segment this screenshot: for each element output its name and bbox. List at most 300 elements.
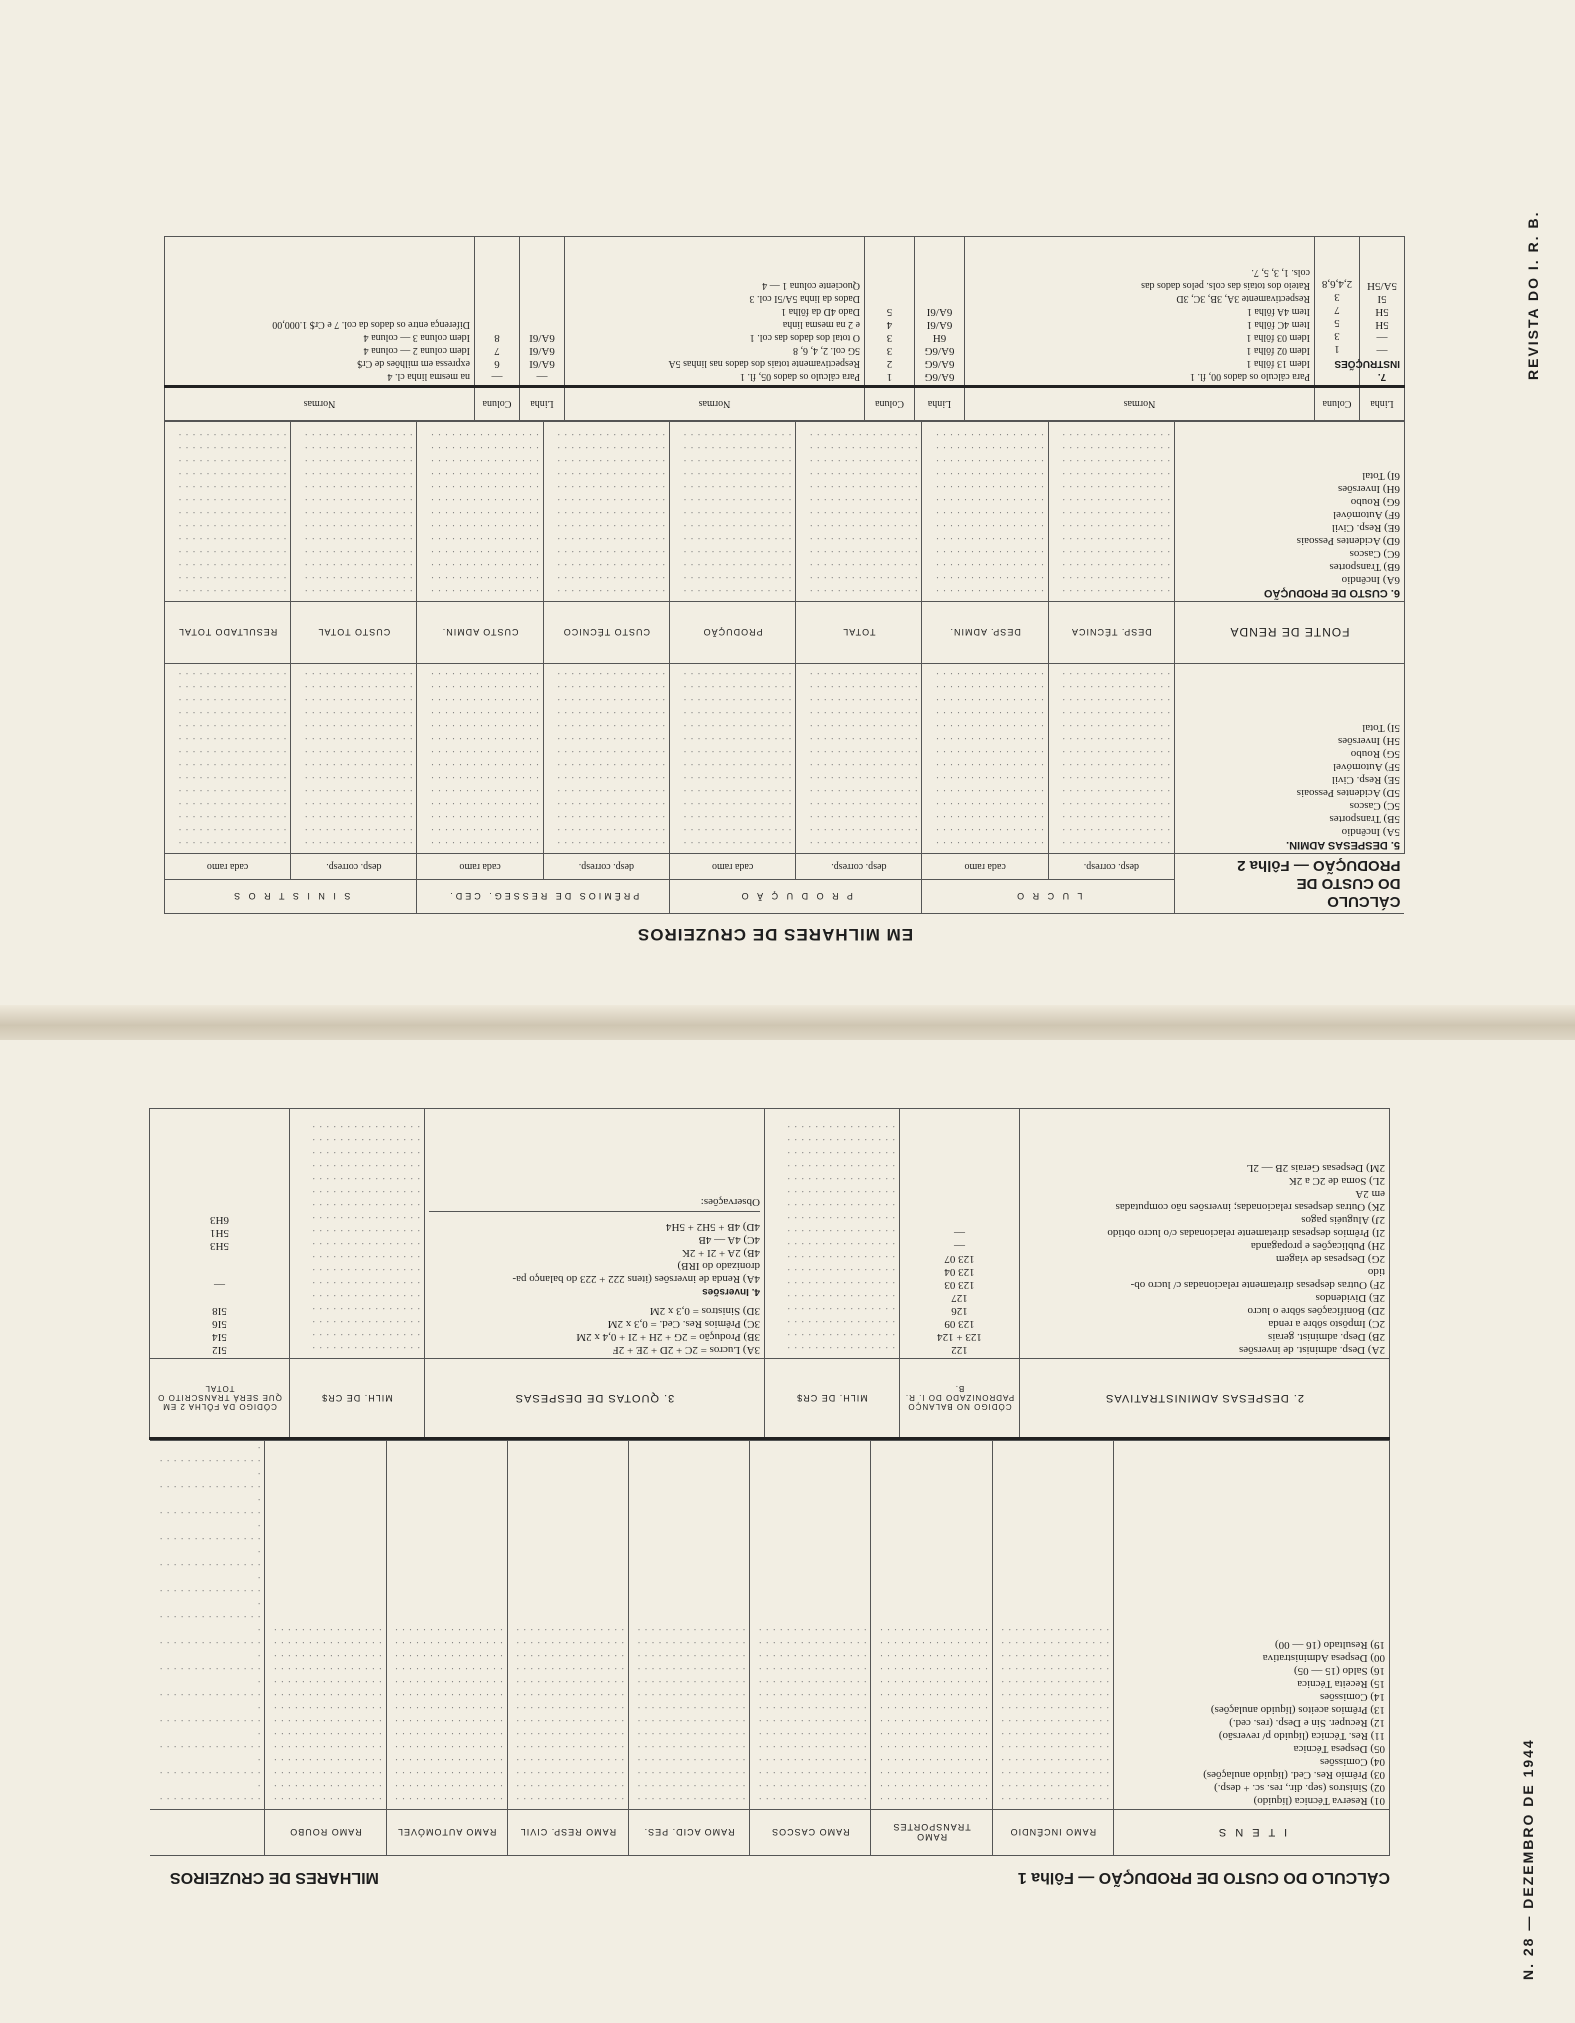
- dotted-leader: . . . . . . . . . . . . . . . .: [879, 1652, 988, 1663]
- dotted-leader: . . . . . . . . . . . . . . . .: [935, 839, 1044, 850]
- dotted-leader: . . . . . . . . . . . . . . . .: [556, 470, 665, 481]
- sheet-2-title-line-1: CÁLCULO: [1327, 893, 1401, 910]
- instr-col-normas: Normas: [965, 387, 1315, 421]
- instr-value: 5A/5H: [1367, 280, 1397, 292]
- subcol-cada-ramo: cada ramo: [164, 854, 290, 880]
- section-7-title: 7. INSTRUÇÕES: [1334, 358, 1400, 382]
- dotted-leader: . . . . . . . . . . . . . . . .: [177, 839, 287, 850]
- empty-entry-cell: [765, 1109, 900, 1359]
- dotted-leader: . . . . . . . . . . . . . . . .: [935, 431, 1044, 442]
- dotted-leader: . . . . . . . . . . . . . . . .: [786, 1305, 895, 1316]
- dotted-leader: . . . . . . . . . . . . . . . .: [682, 800, 792, 811]
- col-desp-tecnica: DESP. TÉCNICA: [1048, 602, 1174, 664]
- dotted-leader: . . . . . . . . . . . . . . . .: [879, 1730, 988, 1741]
- dotted-leader: . . . . . . . . . . . . . . . .: [394, 1665, 503, 1676]
- dotted-leader: . . . . . . . . . . . . . . . .: [636, 1730, 746, 1741]
- empty-entry-cell: [291, 664, 417, 854]
- dotted-leader: . . . . . . . . . . . . . . . .: [430, 709, 539, 720]
- dotted-leader: . . . . . . . . . . . . . . . .: [430, 470, 539, 481]
- dotted-leader: . . . . . . . . . . . . . . . .: [1061, 683, 1170, 694]
- dotted-leader: . . . . . . . . . . . . . . . .: [879, 1639, 988, 1650]
- dotted-leader: . . . . . . . . . . . . . . . .: [177, 774, 287, 785]
- col-ramo-resp-civil: RAMO RESP. CIVIL: [507, 1810, 628, 1856]
- dotted-leader: . . . . . . . . . . . . . . . .: [636, 1782, 746, 1793]
- dotted-leader: . . . . . . . . . . . . . . . .: [273, 1626, 382, 1637]
- dotted-leader: . . . . . . . . . . . . . . . .: [177, 735, 287, 746]
- dotted-leader: . . . . . . . . . . . . . . . .: [682, 787, 792, 798]
- empty-entry-cell: [290, 1109, 425, 1359]
- instr-col-linha: Linha: [915, 387, 965, 421]
- dotted-leader: . . . . . . . . . . . . . . . .: [1000, 1704, 1109, 1715]
- list-item: 5G) Roubo: [1350, 748, 1400, 760]
- dotted-leader: . . . . . . . . . . . . . . . .: [682, 522, 792, 533]
- dotted-leader: . . . . . . . . . . . . . . . .: [682, 774, 792, 785]
- instr-norm: Diferença entre os dados da col. 7 e Cr$ 1.000,00: [272, 319, 470, 330]
- list-item: 6A) Incêndio: [1341, 574, 1400, 586]
- dotted-leader: . . . . . . . . . . . . . . . .: [935, 444, 1044, 455]
- dotted-leader: . . . . . . . . . . . . . . . .: [311, 1253, 420, 1264]
- empty-entry-cell: [507, 1441, 628, 1810]
- dotted-leader: . . . . . . . . . . . . . . . .: [636, 1678, 746, 1689]
- instr-value: 1: [886, 371, 893, 383]
- dotted-leader: . . . . . . . . . . . . . . . .: [394, 1795, 503, 1806]
- dotted-leader: . . . . . . . . . . . . . . . .: [177, 509, 287, 520]
- instr-2-coluna: [865, 237, 915, 387]
- dotted-leader: . . . . . . . . . . . . . . . .: [556, 722, 665, 733]
- col-custo-admin: CUSTO ADMIN.: [417, 602, 543, 664]
- list-item: 03) Prêmio Res. Ced. (líquido anulações): [1203, 1769, 1385, 1781]
- dotted-leader: . . . . . . . . . . . . . . . .: [786, 1149, 895, 1160]
- list-item: 4A) Renda de inversões (itens 222 + 223 do balanço pa-: [512, 1273, 760, 1285]
- empty-entry-cell: [164, 664, 290, 854]
- instr-value: 3: [1334, 330, 1340, 342]
- dotted-leader: . . . . . . . . . . . . . . . .: [1061, 457, 1170, 468]
- dotted-leader: . . . . . . . . . . . . . . . .: [935, 483, 1044, 494]
- dotted-leader: . . . . . . . . . . . . . . . .: [311, 1214, 420, 1225]
- empty-entry-cell: [629, 1441, 750, 1810]
- dotted-leader: . . . . . . . . . . . . . . . .: [879, 1743, 988, 1754]
- list-item: 05) Despesa Técnica: [1293, 1743, 1385, 1755]
- dotted-leader: . . . . . . . . . . . . . . . .: [177, 431, 287, 442]
- dotted-leader: . . . . . . . . . . . . . . . .: [636, 1795, 746, 1806]
- dotted-leader: . . . . . . . . . . . . . . . .: [809, 787, 918, 798]
- list-item: 2J) Aluguéis pagos: [1301, 1214, 1385, 1226]
- dotted-leader: . . . . . . . . . . . . . . . .: [177, 826, 287, 837]
- dotted-leader: . . . . . . . . . . . . . . . .: [273, 1704, 382, 1715]
- empty-entry-cell: [669, 664, 795, 854]
- dotted-leader: . . . . . . . . . . . . . . . .: [1061, 709, 1170, 720]
- dotted-leader: . . . . . . . . . . . . . . . .: [311, 1344, 420, 1355]
- empty-entry-cell: [150, 1441, 265, 1810]
- dotted-leader: . . . . . . . . . . . . . . . .: [430, 522, 539, 533]
- list-item: 6H) Inversões: [1337, 483, 1400, 495]
- col-total: TOTAL: [796, 602, 922, 664]
- dotted-leader: . . . . . . . . . . . . . . . .: [1000, 1743, 1109, 1754]
- dotted-leader: . . . . . . . . . . . . . . . .: [311, 1318, 420, 1329]
- dotted-leader: . . . . . . . . . . . . . . . .: [935, 561, 1044, 572]
- dotted-leader: . . . . . . . . . . . . . . . .: [879, 1626, 988, 1637]
- dotted-leader: . . . . . . . . . . . . . . . .: [809, 509, 918, 520]
- dotted-leader: . . . . . . . . . . . . . . . .: [515, 1795, 625, 1806]
- dotted-leader: . . . . . . . . . . . . . . . .: [556, 670, 665, 681]
- dotted-leader: . . . . . . . . . . . . . . . .: [394, 1743, 503, 1754]
- list-item: em 2A: [1355, 1188, 1385, 1200]
- sheet-1-heading: [150, 1868, 1390, 1886]
- sheet-1: [150, 1123, 1390, 1890]
- list-item: 19) Resultado (16 — 00): [1275, 1639, 1385, 1651]
- dotted-leader: . . . . . . . . . . . . . . . .: [303, 813, 413, 824]
- dotted-leader: . . . . . . . . . . . . . . . .: [758, 1691, 867, 1702]
- dotted-leader: . . . . . . . . . . . . . . . .: [1061, 561, 1170, 572]
- sheet-2-title-line-2: DO CUSTO DE: [1296, 875, 1401, 892]
- dotted-leader: . . . . . . . . . . . . . . . .: [311, 1305, 420, 1316]
- dotted-leader: . . . . . . . . . . . . . . . .: [1000, 1665, 1109, 1676]
- dotted-leader: . . . . . . . . . . . . . . . .: [636, 1756, 746, 1767]
- list-item: 5C) Cascos: [1349, 800, 1400, 812]
- dotted-leader: . . . . . . . . . . . . . . . .: [158, 1470, 261, 1494]
- dotted-leader: . . . . . . . . . . . . . . . .: [311, 1279, 420, 1290]
- subcol-cada-ramo: cada ramo: [669, 854, 795, 880]
- dotted-leader: . . . . . . . . . . . . . . . .: [158, 1496, 261, 1520]
- dotted-leader: . . . . . . . . . . . . . . . .: [682, 535, 792, 546]
- code-value: 126: [951, 1305, 968, 1317]
- subcol-desp-corresp: desp. corresp.: [1048, 854, 1174, 880]
- dotted-leader: . . . . . . . . . . . . . . . .: [311, 1266, 420, 1277]
- dotted-leader: . . . . . . . . . . . . . . . .: [430, 509, 539, 520]
- dotted-leader: . . . . . . . . . . . . . . . .: [303, 548, 413, 559]
- dotted-leader: . . . . . . . . . . . . . . . .: [786, 1318, 895, 1329]
- journal-header: REVISTA DO I. R. B.: [1525, 210, 1541, 380]
- dotted-leader: . . . . . . . . . . . . . . . .: [556, 735, 665, 746]
- list-item: 4C) 4A — 4B: [698, 1234, 760, 1246]
- list-item: 2L) Soma de 2C a 2K: [1288, 1175, 1385, 1187]
- fonte-de-renda-label: FONTE DE RENDA: [1175, 602, 1405, 664]
- dotted-leader: . . . . . . . . . . . . . . . .: [1061, 696, 1170, 707]
- dotted-leader: . . . . . . . . . . . . . . . .: [430, 774, 539, 785]
- dotted-leader: . . . . . . . . . . . . . . . .: [430, 696, 539, 707]
- dotted-leader: . . . . . . . . . . . . . . . .: [394, 1769, 503, 1780]
- sheet-1-title: CÁLCULO DO CUSTO DE PRODUÇÃO — Fôlha 1: [1017, 1869, 1390, 1886]
- instr-norm: Dados da linha 5A/5I col. 3: [749, 293, 860, 304]
- instr-norm: Idem coluna 3 — coluna 4: [363, 332, 470, 343]
- dotted-leader: . . . . . . . . . . . . . . . .: [394, 1639, 503, 1650]
- list-item: 12) Recuper. Sin e Desp. (res. ced.): [1229, 1717, 1385, 1729]
- list-item: 5F) Automóvel: [1333, 761, 1400, 773]
- dotted-leader: . . . . . . . . . . . . . . . .: [758, 1795, 867, 1806]
- dotted-leader: . . . . . . . . . . . . . . . .: [394, 1704, 503, 1715]
- instr-2-linha: [915, 237, 965, 387]
- dotted-leader: . . . . . . . . . . . . . . . .: [758, 1730, 867, 1741]
- dotted-leader: . . . . . . . . . . . . . . . .: [682, 761, 792, 772]
- dotted-leader: . . . . . . . . . . . . . . . .: [1000, 1730, 1109, 1741]
- sheet-2: [165, 150, 1405, 950]
- list-item: 2H) Publicações e propaganda: [1250, 1240, 1385, 1252]
- dotted-leader: . . . . . . . . . . . . . . . .: [682, 431, 792, 442]
- dotted-leader: . . . . . . . . . . . . . . . .: [273, 1717, 382, 1728]
- list-item: 2G) Despesas de viagem: [1275, 1253, 1385, 1265]
- col-milhares: MILH. DE CR$: [765, 1359, 900, 1439]
- list-item: 11) Res. Técnica (líquido p/ reversão): [1218, 1730, 1385, 1742]
- dotted-leader: . . . . . . . . . . . . . . . .: [682, 709, 792, 720]
- dotted-leader: . . . . . . . . . . . . . . . .: [515, 1691, 625, 1702]
- dotted-leader: . . . . . . . . . . . . . . . .: [430, 800, 539, 811]
- dotted-leader: . . . . . . . . . . . . . . . .: [1061, 535, 1170, 546]
- list-item: 2B) Desp. administ. gerais: [1267, 1331, 1385, 1343]
- instr-3-coluna: [475, 237, 520, 387]
- dotted-leader: . . . . . . . . . . . . . . . .: [758, 1652, 867, 1663]
- dotted-leader: . . . . . . . . . . . . . . . .: [935, 722, 1044, 733]
- dotted-leader: . . . . . . . . . . . . . . . .: [758, 1639, 867, 1650]
- dotted-leader: . . . . . . . . . . . . . . . .: [515, 1665, 625, 1676]
- dotted-leader: . . . . . . . . . . . . . . . .: [809, 535, 918, 546]
- dotted-leader: . . . . . . . . . . . . . . . .: [758, 1626, 867, 1637]
- empty-entry-cell: [922, 664, 1048, 854]
- dotted-leader: . . . . . . . . . . . . . . . .: [1000, 1652, 1109, 1663]
- instr-col-linha: Linha: [520, 387, 565, 421]
- dotted-leader: . . . . . . . . . . . . . . . .: [394, 1717, 503, 1728]
- dotted-leader: . . . . . . . . . . . . . . . .: [556, 787, 665, 798]
- dotted-leader: . . . . . . . . . . . . . . . .: [935, 470, 1044, 481]
- instr-value: 6A/6I: [529, 358, 555, 370]
- dotted-leader: . . . . . . . . . . . . . . . .: [809, 826, 918, 837]
- dotted-leader: . . . . . . . . . . . . . . . .: [879, 1691, 988, 1702]
- instr-norm: cols. 1, 3, 5, 7.: [1251, 267, 1310, 278]
- instr-value: 5I: [1377, 293, 1387, 305]
- instr-norm: expressa em milhões de Cr$: [357, 358, 470, 369]
- dotted-leader: . . . . . . . . . . . . . . . .: [758, 1756, 867, 1767]
- list-item: 4B) 2A + 2I + 2K: [681, 1247, 760, 1259]
- dotted-leader: . . . . . . . . . . . . . . . .: [1061, 761, 1170, 772]
- dotted-leader: . . . . . . . . . . . . . . . .: [636, 1639, 746, 1650]
- code-value: —: [954, 1240, 965, 1252]
- instr-value: 3: [886, 345, 893, 357]
- dotted-leader: . . . . . . . . . . . . . . . .: [556, 826, 665, 837]
- col-ramo-cascos: RAMO CASCOS: [750, 1810, 871, 1856]
- col-codigo-folha-2: CÓDIGO DA FÔLHA 2 EM QUE SERÁ TRANSCRITO O TOTAL: [150, 1359, 290, 1439]
- code-value: —: [214, 1279, 225, 1291]
- dotted-leader: . . . . . . . . . . . . . . . .: [809, 483, 918, 494]
- dotted-leader: . . . . . . . . . . . . . . . .: [515, 1652, 625, 1663]
- instr-value: —: [1376, 332, 1388, 344]
- dotted-leader: . . . . . . . . . . . . . . . .: [303, 431, 413, 442]
- dotted-leader: . . . . . . . . . . . . . . . .: [682, 457, 792, 468]
- dotted-leader: . . . . . . . . . . . . . . . .: [786, 1227, 895, 1238]
- dotted-leader: . . . . . . . . . . . . . . . .: [430, 483, 539, 494]
- dotted-leader: . . . . . . . . . . . . . . . .: [636, 1769, 746, 1780]
- observacoes-label: Observações:: [429, 1195, 760, 1212]
- dotted-leader: . . . . . . . . . . . . . . . .: [556, 696, 665, 707]
- instr-value: 2,4,6,8: [1321, 278, 1353, 290]
- dotted-leader: . . . . . . . . . . . . . . . .: [158, 1730, 261, 1754]
- dotted-leader: . . . . . . . . . . . . . . . .: [556, 748, 665, 759]
- empty-entry-cell: [871, 1441, 992, 1810]
- dotted-leader: . . . . . . . . . . . . . . . .: [758, 1665, 867, 1676]
- itens-list: [1113, 1441, 1389, 1810]
- dotted-leader: . . . . . . . . . . . . . . . .: [809, 522, 918, 533]
- dotted-leader: . . . . . . . . . . . . . . . .: [682, 444, 792, 455]
- list-item: 14) Comissões: [1319, 1691, 1385, 1703]
- dotted-leader: . . . . . . . . . . . . . . . .: [158, 1678, 261, 1702]
- list-item: 5I) Total: [1362, 722, 1400, 734]
- dotted-leader: . . . . . . . . . . . . . . . .: [556, 431, 665, 442]
- code-value: 123 09: [944, 1318, 975, 1330]
- dotted-leader: . . . . . . . . . . . . . . . .: [786, 1175, 895, 1186]
- subcol-desp-corresp: desp. corresp.: [543, 854, 669, 880]
- dotted-leader: . . . . . . . . . . . . . . . .: [303, 748, 413, 759]
- instr-col-normas: Normas: [565, 387, 865, 421]
- header-producao: P R O D U Ç Ã O: [669, 880, 922, 914]
- dotted-leader: . . . . . . . . . . . . . . . .: [758, 1704, 867, 1715]
- dotted-leader: . . . . . . . . . . . . . . . .: [809, 587, 918, 598]
- dotted-leader: . . . . . . . . . . . . . . . .: [1061, 587, 1170, 598]
- instr-col-coluna: Coluna: [475, 387, 520, 421]
- dotted-leader: . . . . . . . . . . . . . . . .: [273, 1678, 382, 1689]
- col-ramo-automovel: RAMO AUTOMÓVEL: [386, 1810, 507, 1856]
- itens-label: I T E N S: [1113, 1810, 1389, 1856]
- dotted-leader: . . . . . . . . . . . . . . . .: [879, 1717, 988, 1728]
- dotted-leader: . . . . . . . . . . . . . . . .: [809, 431, 918, 442]
- dotted-leader: . . . . . . . . . . . . . . . .: [1061, 670, 1170, 681]
- col-custo-total: CUSTO TOTAL: [291, 602, 417, 664]
- dotted-leader: . . . . . . . . . . . . . . . .: [430, 683, 539, 694]
- dotted-leader: . . . . . . . . . . . . . . . .: [935, 683, 1044, 694]
- dotted-leader: . . . . . . . . . . . . . . . .: [430, 431, 539, 442]
- dotted-leader: . . . . . . . . . . . . . . . .: [935, 787, 1044, 798]
- instructions-table: [164, 236, 1405, 421]
- dotted-leader: . . . . . . . . . . . . . . . .: [809, 748, 918, 759]
- dotted-leader: . . . . . . . . . . . . . . . .: [303, 509, 413, 520]
- dotted-leader: . . . . . . . . . . . . . . . .: [809, 813, 918, 824]
- dotted-leader: . . . . . . . . . . . . . . . .: [273, 1639, 382, 1650]
- dotted-leader: . . . . . . . . . . . . . . . .: [515, 1756, 625, 1767]
- col-custo-tecnico: CUSTO TÉCNICO: [543, 602, 669, 664]
- dotted-leader: . . . . . . . . . . . . . . . .: [682, 561, 792, 572]
- dotted-leader: . . . . . . . . . . . . . . . .: [311, 1149, 420, 1160]
- instr-col-linha: Linha: [1360, 387, 1405, 421]
- empty-entry-cell: [417, 422, 543, 602]
- dotted-leader: . . . . . . . . . . . . . . . .: [809, 709, 918, 720]
- dotted-leader: . . . . . . . . . . . . . . . .: [515, 1626, 625, 1637]
- dotted-leader: . . . . . . . . . . . . . . . .: [556, 574, 665, 585]
- despesas-list: [1020, 1109, 1390, 1359]
- instr-value: 6A/6I: [529, 332, 555, 344]
- dotted-leader: . . . . . . . . . . . . . . . .: [273, 1730, 382, 1741]
- instr-norm: e 2 na mesma linha: [782, 319, 860, 330]
- dotted-leader: . . . . . . . . . . . . . . . .: [786, 1188, 895, 1199]
- instr-value: 6A/6I: [926, 319, 953, 331]
- code-value: 5I4: [212, 1331, 227, 1343]
- dotted-leader: . . . . . . . . . . . . . . . .: [1000, 1795, 1109, 1806]
- dotted-leader: . . . . . . . . . . . . . . . .: [682, 722, 792, 733]
- dotted-leader: . . . . . . . . . . . . . . . .: [1061, 522, 1170, 533]
- blank-column-header: [150, 1810, 265, 1856]
- dotted-leader: . . . . . . . . . . . . . . . .: [273, 1795, 382, 1806]
- dotted-leader: . . . . . . . . . . . . . . . .: [303, 683, 413, 694]
- dotted-leader: . . . . . . . . . . . . . . . .: [311, 1201, 420, 1212]
- dotted-leader: . . . . . . . . . . . . . . . .: [682, 748, 792, 759]
- dotted-leader: . . . . . . . . . . . . . . . .: [935, 574, 1044, 585]
- dotted-leader: . . . . . . . . . . . . . . . .: [556, 839, 665, 850]
- dotted-leader: . . . . . . . . . . . . . . . .: [935, 535, 1044, 546]
- dotted-leader: . . . . . . . . . . . . . . . .: [1000, 1769, 1109, 1780]
- list-item: 4D) 4B + 5H2 + 5H4: [666, 1221, 760, 1233]
- dotted-leader: . . . . . . . . . . . . . . . .: [636, 1626, 746, 1637]
- dotted-leader: . . . . . . . . . . . . . . . .: [1061, 748, 1170, 759]
- list-item: 3B) Produção = 2G + 2H + 2I + 0,4 x 2M: [576, 1331, 760, 1343]
- instr-value: 8: [494, 332, 500, 344]
- instr-value: 6H: [932, 332, 947, 344]
- list-item: 02) Sinistros (sep. dir., res. sc. + desp.): [1214, 1782, 1385, 1794]
- dotted-leader: . . . . . . . . . . . . . . . .: [636, 1717, 746, 1728]
- dotted-leader: . . . . . . . . . . . . . . . .: [430, 535, 539, 546]
- dotted-leader: . . . . . . . . . . . . . . . .: [177, 722, 287, 733]
- dotted-leader: . . . . . . . . . . . . . . . .: [311, 1292, 420, 1303]
- code-value: 5H1: [210, 1227, 229, 1239]
- dotted-leader: . . . . . . . . . . . . . . . .: [158, 1782, 261, 1806]
- header-lucro: L U C R O: [922, 880, 1175, 914]
- instr-value: 6A/6G: [924, 358, 955, 370]
- dotted-leader: . . . . . . . . . . . . . . . .: [809, 761, 918, 772]
- col-milhares: MILH. DE CR$: [290, 1359, 425, 1439]
- col-ramo-acid-pes: RAMO ACID. PES.: [629, 1810, 750, 1856]
- dotted-leader: . . . . . . . . . . . . . . . .: [636, 1665, 746, 1676]
- dotted-leader: . . . . . . . . . . . . . . . .: [556, 444, 665, 455]
- dotted-leader: . . . . . . . . . . . . . . . .: [1061, 722, 1170, 733]
- dotted-leader: . . . . . . . . . . . . . . . .: [809, 470, 918, 481]
- dotted-leader: . . . . . . . . . . . . . . . .: [556, 548, 665, 559]
- dotted-leader: . . . . . . . . . . . . . . . .: [430, 735, 539, 746]
- dotted-leader: . . . . . . . . . . . . . . . .: [177, 457, 287, 468]
- dotted-leader: . . . . . . . . . . . . . . . .: [177, 709, 287, 720]
- code-value: 123 03: [944, 1279, 975, 1291]
- empty-entry-cell: [796, 664, 922, 854]
- dotted-leader: . . . . . . . . . . . . . . . .: [430, 444, 539, 455]
- dotted-leader: . . . . . . . . . . . . . . . .: [935, 826, 1044, 837]
- dotted-leader: . . . . . . . . . . . . . . . .: [158, 1600, 261, 1624]
- dotted-leader: . . . . . . . . . . . . . . . .: [879, 1704, 988, 1715]
- list-item: 3C) Prêmios Res. Ced. = 0,3 x 2M: [607, 1318, 760, 1330]
- list-item: 15) Receita Técnica: [1297, 1678, 1385, 1690]
- code-value: 5I8: [212, 1305, 227, 1317]
- empty-entry-cell: [386, 1441, 507, 1810]
- dotted-leader: . . . . . . . . . . . . . . . .: [303, 535, 413, 546]
- dotted-leader: . . . . . . . . . . . . . . . .: [515, 1639, 625, 1650]
- dotted-leader: . . . . . . . . . . . . . . . .: [177, 522, 287, 533]
- list-item: 04) Comissões: [1319, 1756, 1385, 1768]
- dotted-leader: . . . . . . . . . . . . . . . .: [786, 1266, 895, 1277]
- dotted-leader: . . . . . . . . . . . . . . . .: [879, 1678, 988, 1689]
- list-item: 5D) Acidentes Pessoais: [1296, 787, 1400, 799]
- dotted-leader: . . . . . . . . . . . . . . . .: [682, 470, 792, 481]
- dotted-leader: . . . . . . . . . . . . . . . .: [430, 561, 539, 572]
- instr-1-normas: [965, 237, 1315, 387]
- dotted-leader: . . . . . . . . . . . . . . . .: [303, 826, 413, 837]
- dotted-leader: . . . . . . . . . . . . . . . .: [515, 1769, 625, 1780]
- instr-value: 3: [1334, 291, 1340, 303]
- instr-norm: Quociente coluna 1 — 4: [762, 280, 860, 291]
- dotted-leader: . . . . . . . . . . . . . . . .: [303, 670, 413, 681]
- dotted-leader: . . . . . . . . . . . . . . . .: [809, 561, 918, 572]
- dotted-leader: . . . . . . . . . . . . . . . .: [311, 1227, 420, 1238]
- dotted-leader: . . . . . . . . . . . . . . . .: [303, 587, 413, 598]
- list-item: 2E) Dividendos: [1315, 1292, 1385, 1304]
- dotted-leader: . . . . . . . . . . . . . . . .: [556, 535, 665, 546]
- dotted-leader: . . . . . . . . . . . . . . . .: [786, 1240, 895, 1251]
- instr-norm: Item 4A fôlha 1: [1246, 306, 1310, 317]
- dotted-leader: . . . . . . . . . . . . . . . .: [1000, 1717, 1109, 1728]
- code-value: —: [954, 1227, 965, 1239]
- dotted-leader: . . . . . . . . . . . . . . . .: [786, 1136, 895, 1147]
